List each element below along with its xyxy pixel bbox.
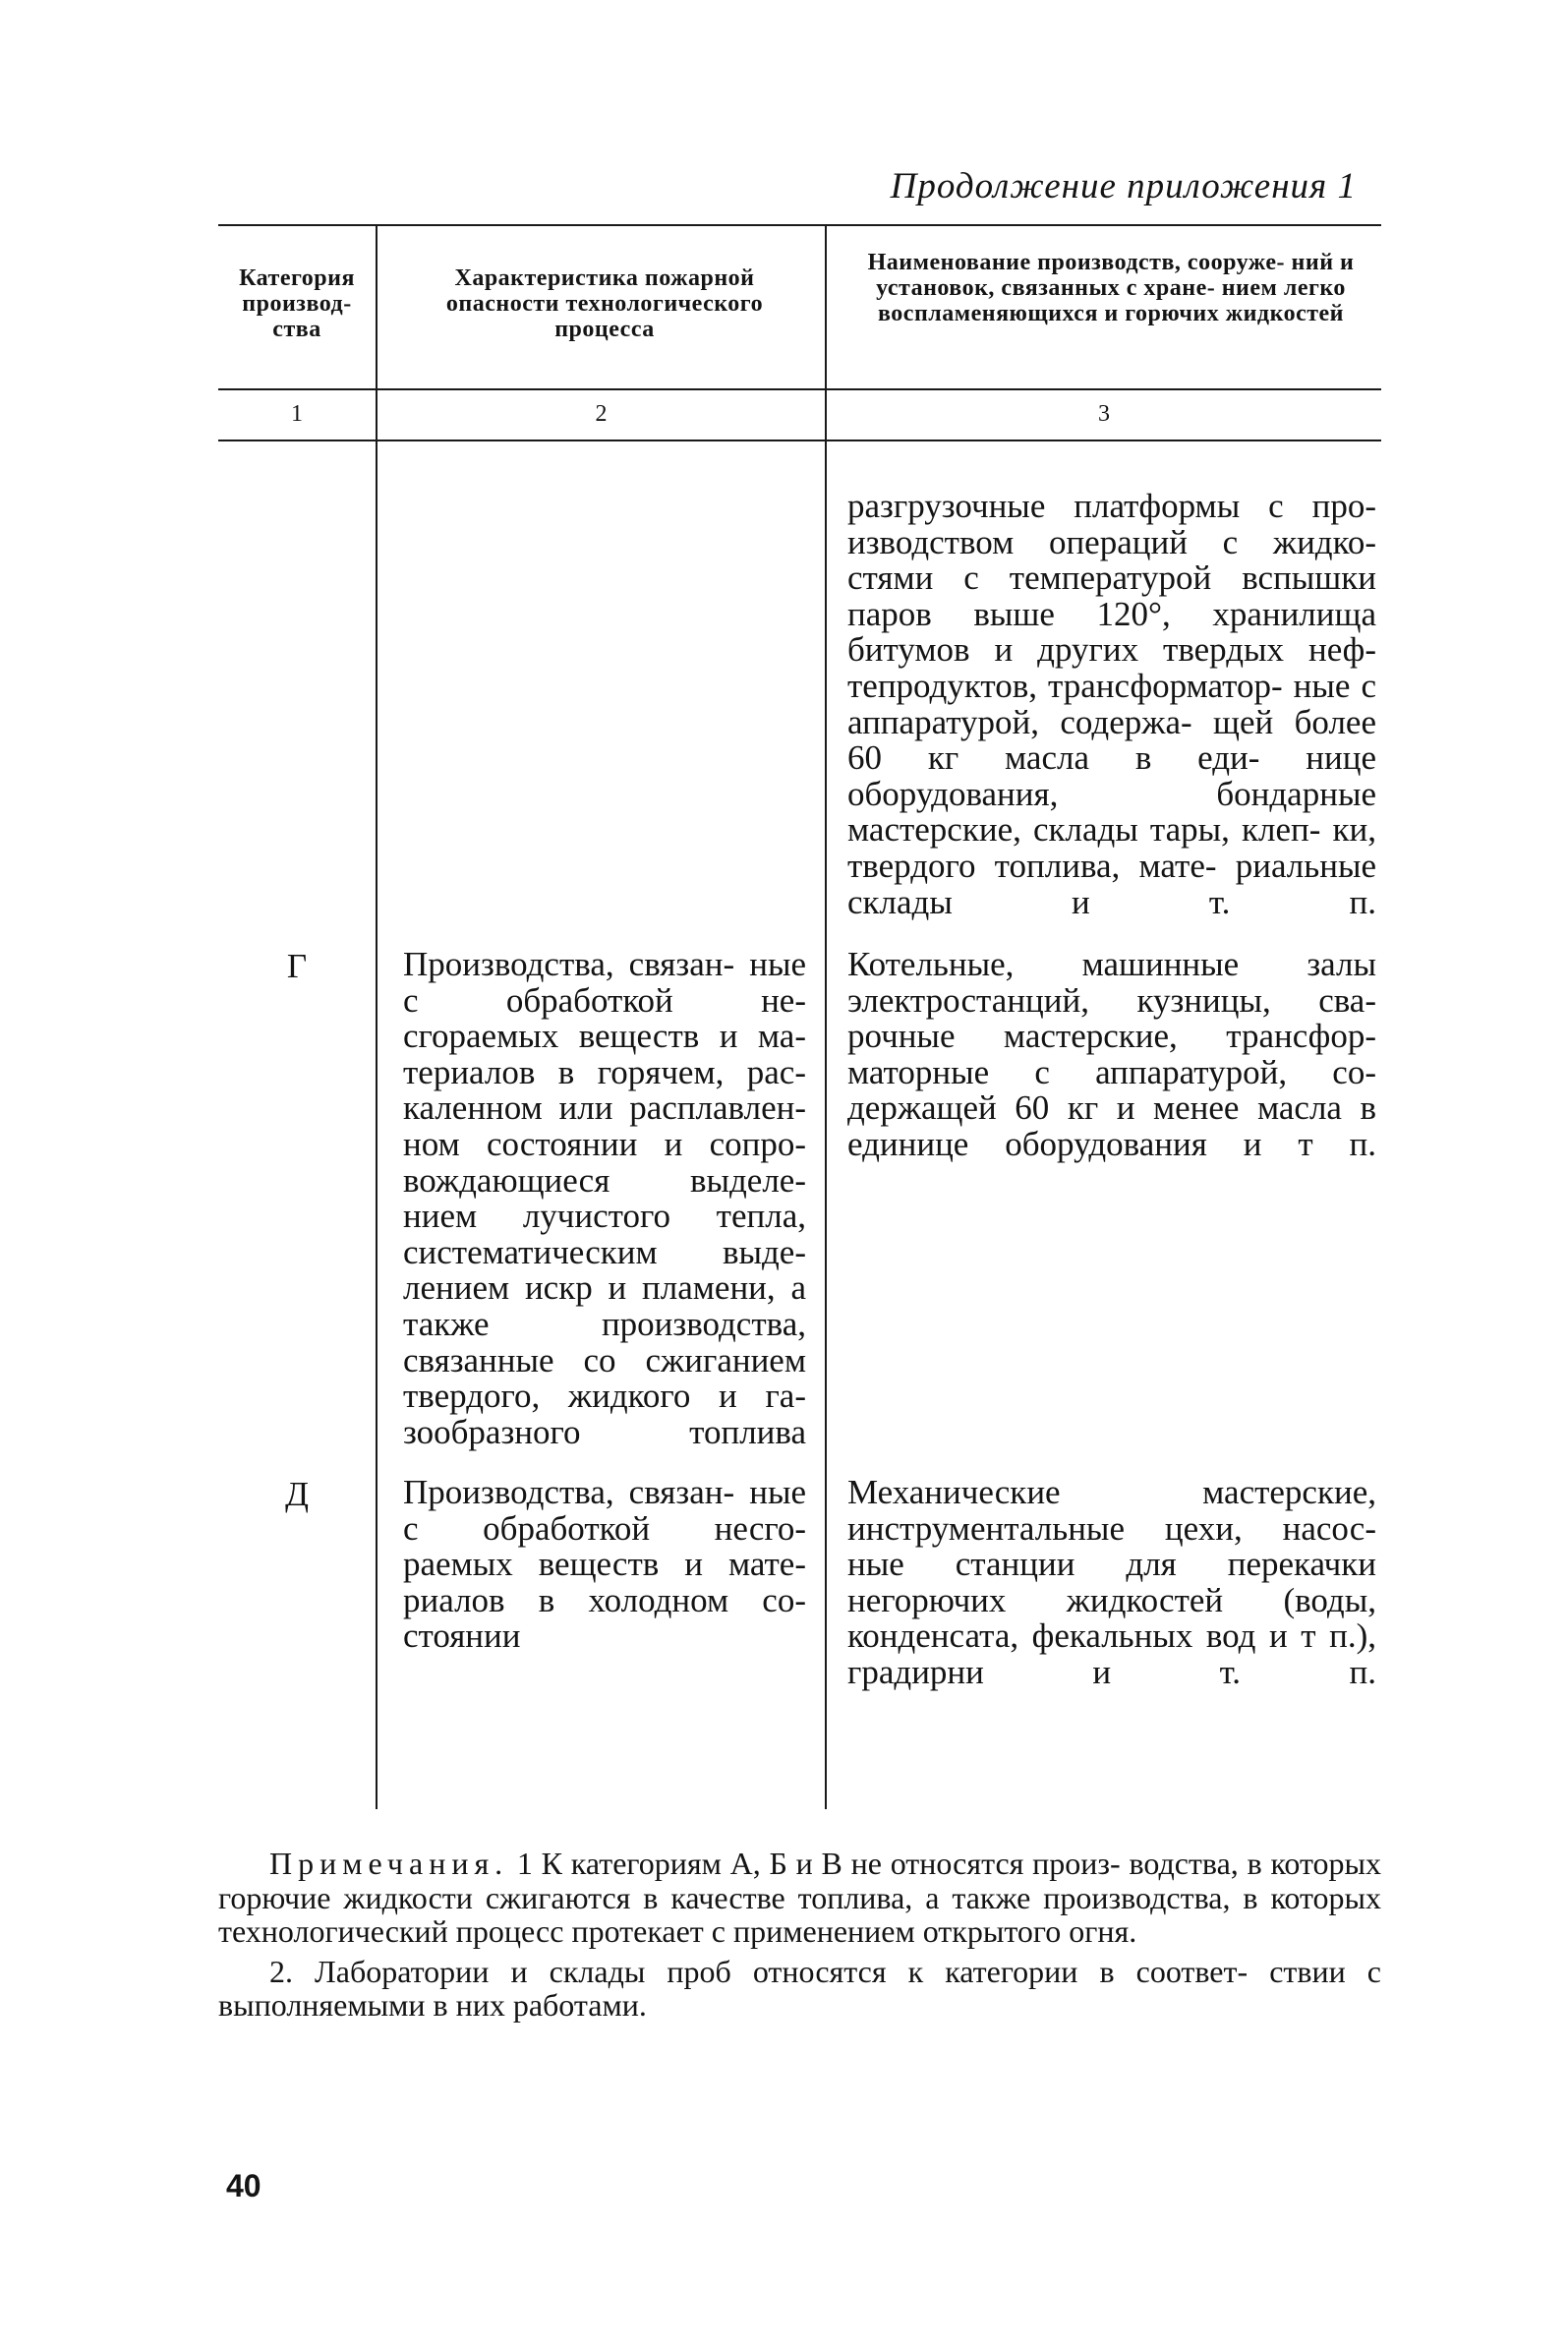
column-divider-1 [376,226,377,1809]
note-2-text: 2. Лаборатории и склады проб относятся к категории в соответ- ствии с выполняемыми в них работами. [218,1953,1381,2023]
notes-block [218,1847,1381,2023]
column-number-2: 2 [595,401,608,427]
table-row-facilities: Котельные, машинные залы электростанций, кузницы, сва- рочные мастерские, трансфор- маторные с аппаратурой, со- держащей 60 кг и менее масла в единице оборудования и т п. [847,945,1376,1163]
column-divider-2 [825,226,827,1809]
table-header-facilities: Наименование производств, сооруже- ний и установок, связанных с хране- нием легко воспламеняющихся и горючих жидкостей [867,250,1355,326]
note-2 [218,1955,1381,2023]
table-header-characteristic: Характеристика пожарной опасности технологического процесса [445,265,764,342]
header-bottom-rule [218,388,1381,390]
table-row-category: Д [285,1475,309,1513]
table-row-facilities: Механические мастерские, инструментальные цехи, насос- ные станции для перекачки негорючих жидкостей (воды, конденсата, фекальных вод и т п.), градирни и т. п. [847,1473,1376,1691]
running-head: Продолжение приложения 1 [890,166,1357,206]
table-header-category: Категория производ- ства [239,265,355,342]
page-number: 40 [226,2168,261,2203]
table-row-category: Г [286,947,308,985]
table-top-rule [218,224,1381,226]
table-row-characteristic: Производства, связан- ные с обработкой не- сгораемых веществ и ма- териалов в горячем, рас- каленном или расплавлен- ном состоянии и сопро- вождающиеся выделе- нием лучистого тепла, систематическим выде- лением искр и пламени, а также производства, связанные со сжиганием твердого, жидкого и га- зообразного топлива [403,945,806,1451]
note-1 [218,1847,1381,1949]
colnum-bottom-rule [218,440,1381,441]
table-row-facilities: разгрузочные платформы с про- изводством операций с жидко- стями с температурой вспышки паров выше 120°, хранилища битумов и других твердых неф- тепродуктов, трансформатор- ные с аппаратурой, содержа- щей более 60 кг масла в еди- нице оборудования, бондарные мастерские, склады тары, клеп- ки, твердого топлива, мате- риальные склады и т. п. [847,487,1376,921]
notes-label: Примечания. [269,1846,509,1881]
table-row-characteristic: Производства, связан- ные с обработкой несго- раемых веществ и мате- риалов в холодном со- стоянии [403,1473,806,1656]
note-1-text: 1 К категориям А, Б и В не относятся произ- водства, в которых горючие жидкости сжигаются в качестве топлива, а также производства, в которых технологический процесс протекает с применением открытого огня. [218,1846,1382,1949]
column-number-3: 3 [1098,401,1110,427]
column-number-1: 1 [291,401,303,427]
